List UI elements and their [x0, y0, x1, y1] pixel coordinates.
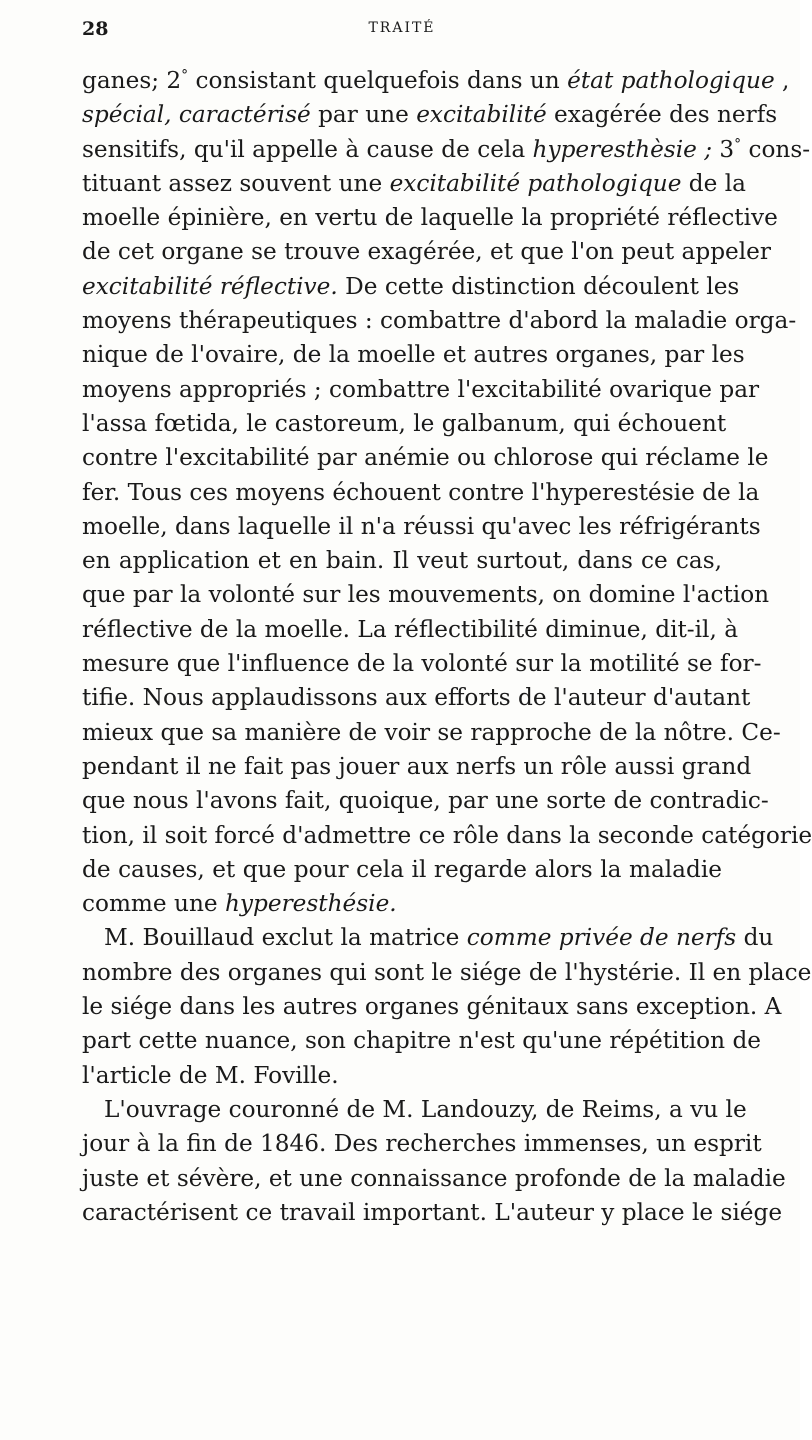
- text-line: ganes; 2° consistant quelquefois dans un état pathologique ,: [82, 67, 790, 94]
- text-line: jour à la fin de 1846. Des recherches immenses, un esprit: [82, 1130, 762, 1158]
- text-line: que nous l'avons fait, quoique, par une sorte de contradic-: [82, 787, 769, 815]
- text-line: de cet organe se trouve exagérée, et que l'on peut appeler: [82, 238, 771, 266]
- text-line: part cette nuance, son chapitre n'est qu'une répétition de: [82, 1027, 762, 1055]
- text-line: spécial, caractérisé par une excitabilité exagérée des nerfs: [82, 101, 778, 129]
- body-text: [82, 64, 812, 1230]
- text-line: nombre des organes qui sont le siége de l'hystérie. Il en place: [82, 958, 812, 986]
- text-line: sensitifs, qu'il appelle à cause de cela hyperesthèsie ; 3° cons-: [82, 135, 811, 163]
- text-line: réflective de la moelle. La réflectibilité diminue, dit-il, à: [82, 615, 739, 643]
- text-line: contre l'excitabilité par anémie ou chlorose qui réclame le: [82, 444, 769, 472]
- text-line: caractérisent ce travail important. L'auteur y place le siége: [82, 1198, 783, 1226]
- text-line: fer. Tous ces moyens échouent contre l'hyperestésie de la: [82, 478, 760, 506]
- text-line: moelle, dans laquelle il n'a réussi qu'avec les réfrigérants: [82, 512, 761, 540]
- text-line: pendant il ne fait pas jouer aux nerfs un rôle aussi grand: [82, 752, 752, 780]
- text-line: excitabilité réflective. De cette distinction découlent les: [82, 272, 740, 300]
- running-head: [82, 18, 722, 48]
- page-number: 28: [82, 18, 109, 40]
- text-line: comme une hyperesthésie.: [82, 890, 397, 918]
- text-line: nique de l'ovaire, de la moelle et autres organes, par les: [82, 341, 745, 369]
- text-line: juste et sévère, et une connaissance profonde de la maladie: [82, 1164, 786, 1192]
- text-line: tion, il soit forcé d'admettre ce rôle dans la seconde catégorie: [82, 821, 812, 849]
- text-line: mesure que l'influence de la volonté sur la motilité se for-: [82, 650, 762, 678]
- text-line: tifie. Nous applaudissons aux efforts de l'auteur d'autant: [82, 684, 751, 712]
- text-line: l'article de M. Foville.: [82, 1061, 339, 1089]
- text-line: moyens appropriés ; combattre l'excitabilité ovarique par: [82, 375, 760, 403]
- text-line: mieux que sa manière de voir se rapproche de la nôtre. Ce-: [82, 718, 781, 746]
- text-line: M. Bouillaud exclut la matrice comme privée de nerfs du: [104, 924, 774, 952]
- running-title: TRAITÉ: [368, 20, 436, 36]
- text-line: que par la volonté sur les mouvements, on domine l'action: [82, 581, 770, 609]
- text-line: moyens thérapeutiques : combattre d'abord la maladie orga-: [82, 307, 797, 335]
- text-line: l'assa fœtida, le castoreum, le galbanum, qui échouent: [82, 409, 727, 437]
- text-line: L'ouvrage couronné de M. Landouzy, de Reims, a vu le: [104, 1095, 747, 1123]
- text-line: de causes, et que pour cela il regarde alors la maladie: [82, 855, 722, 883]
- text-line: tituant assez souvent une excitabilité pathologique de la: [82, 169, 746, 197]
- text-line: en application et en bain. Il veut surtout, dans ce cas,: [82, 547, 722, 575]
- text-line: le siége dans les autres organes génitaux sans exception. A: [82, 993, 782, 1021]
- text-line: moelle épinière, en vertu de laquelle la propriété réflective: [82, 204, 778, 232]
